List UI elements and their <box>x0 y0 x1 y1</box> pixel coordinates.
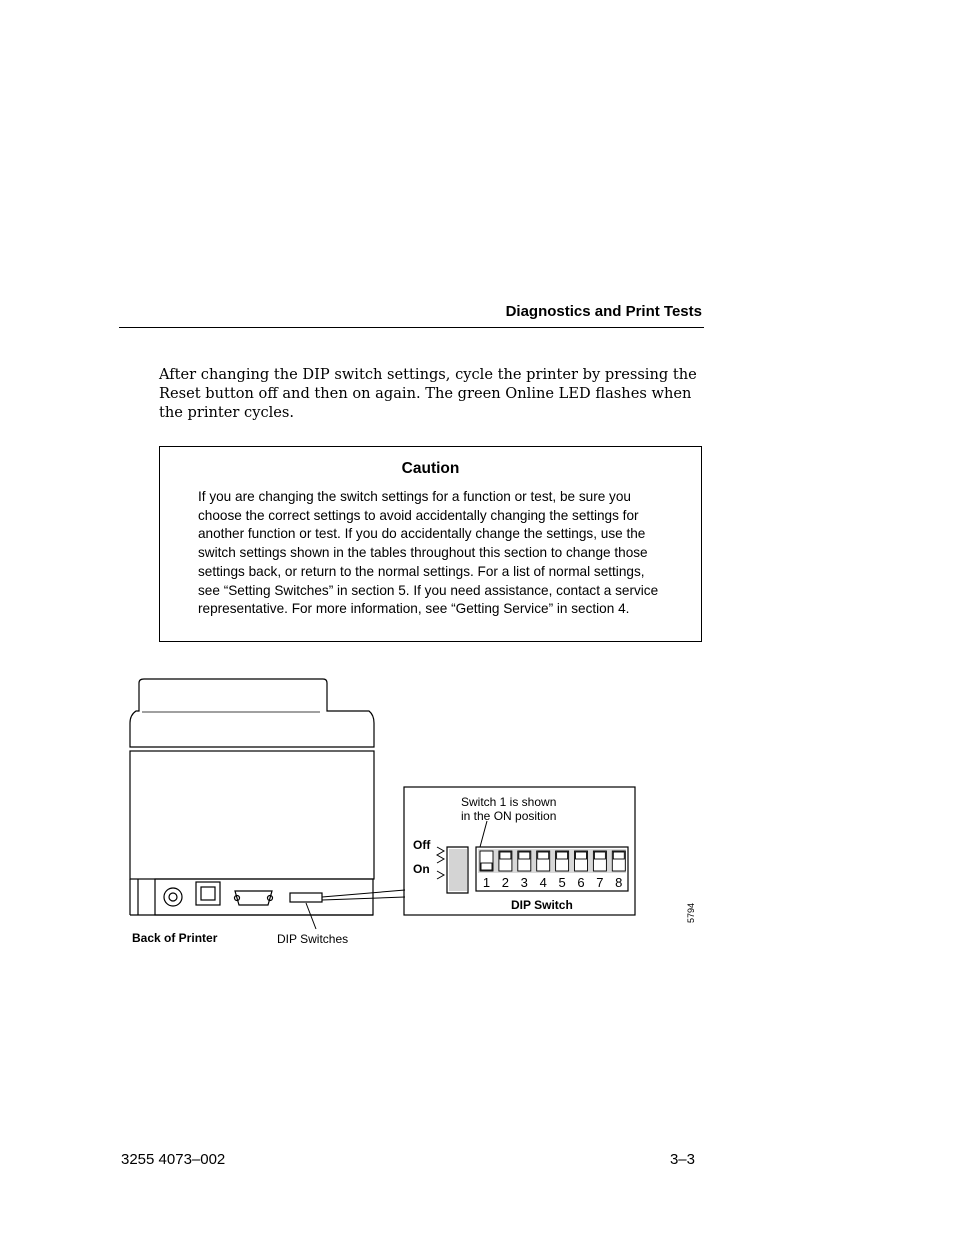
phone-jack-inner <box>201 887 215 900</box>
dip-switches-label: DIP Switches <box>277 932 349 946</box>
footer-doc-number: 3255 4073–002 <box>121 1151 226 1168</box>
printer-back-illustration <box>120 675 710 955</box>
footer-page-number: 3–3 <box>669 1151 695 1168</box>
dip-switch-knob <box>538 852 549 859</box>
printer-body <box>130 751 374 879</box>
dip-pointer-lower <box>322 897 405 900</box>
printer-figure <box>120 675 710 955</box>
caution-box <box>159 446 702 642</box>
on-indicator-zigzag <box>437 871 444 879</box>
caution-text: If you are changing the switch settings for a function or test, be sure you choose the correct settings to avoid accidentally changing the settings for another function or test. If you do accidentally change the settings, use the switch settings shown in the tables throughout this section to change those settings back, or return to the normal settings. For a list of normal settings, see “Setting Switches” in section 5. If you need assistance, contact a service representative. For more information, see “Getting Service” in section 4. <box>198 489 659 617</box>
phone-jack-icon <box>196 882 220 905</box>
switch-number-label: 2 <box>501 875 510 890</box>
switch-side-shading <box>449 849 467 891</box>
printer-dip-block <box>290 893 322 902</box>
dip-switch-knob <box>594 852 605 859</box>
dip-switch-knob <box>519 852 530 859</box>
body-paragraph: After changing the DIP switch settings, cycle the printer by pressing the Reset button off and then on again. The green Online LED flashes when the printer cycles. <box>159 366 697 421</box>
back-of-printer-label: Back of Printer <box>132 931 218 945</box>
switch-number-label: 4 <box>539 875 547 890</box>
serial-port-icon <box>235 891 272 905</box>
figure-number: 5794 <box>686 902 696 923</box>
dip-switch-knob <box>557 852 568 859</box>
dip-switch-caption: DIP Switch <box>511 898 573 912</box>
off-label: Off <box>413 838 431 852</box>
power-connector-core <box>169 893 177 901</box>
switch-number-label: 6 <box>577 875 585 890</box>
dip-switch-knob <box>481 863 492 870</box>
switch-number-label: 5 <box>558 875 566 890</box>
header-rule <box>119 327 704 328</box>
switch-callout-line2: in the ON position <box>461 809 557 823</box>
power-connector-icon <box>164 888 182 906</box>
switch-number-label: 7 <box>596 875 604 890</box>
dip-switches-leader <box>306 903 316 929</box>
printer-top-cover <box>130 679 374 747</box>
dip-pointer-upper <box>322 890 405 897</box>
dip-switch-knob <box>613 852 624 859</box>
running-head: Diagnostics and Print Tests <box>505 303 702 320</box>
switch-number-label: 3 <box>520 875 528 890</box>
off-indicator-zigzag <box>437 847 444 863</box>
dip-switch-knob <box>576 852 587 859</box>
caution-title: Caution <box>401 460 460 477</box>
switch-callout-line1: Switch 1 is shown <box>461 795 557 809</box>
dip-switch-knob <box>500 852 511 859</box>
switch-number-label: 8 <box>615 875 623 890</box>
switch-number-label: 1 <box>482 875 491 890</box>
switch-numbers <box>483 875 623 890</box>
connector-panel <box>155 879 373 915</box>
switch-callout-leader <box>480 821 487 847</box>
on-label: On <box>413 862 430 876</box>
